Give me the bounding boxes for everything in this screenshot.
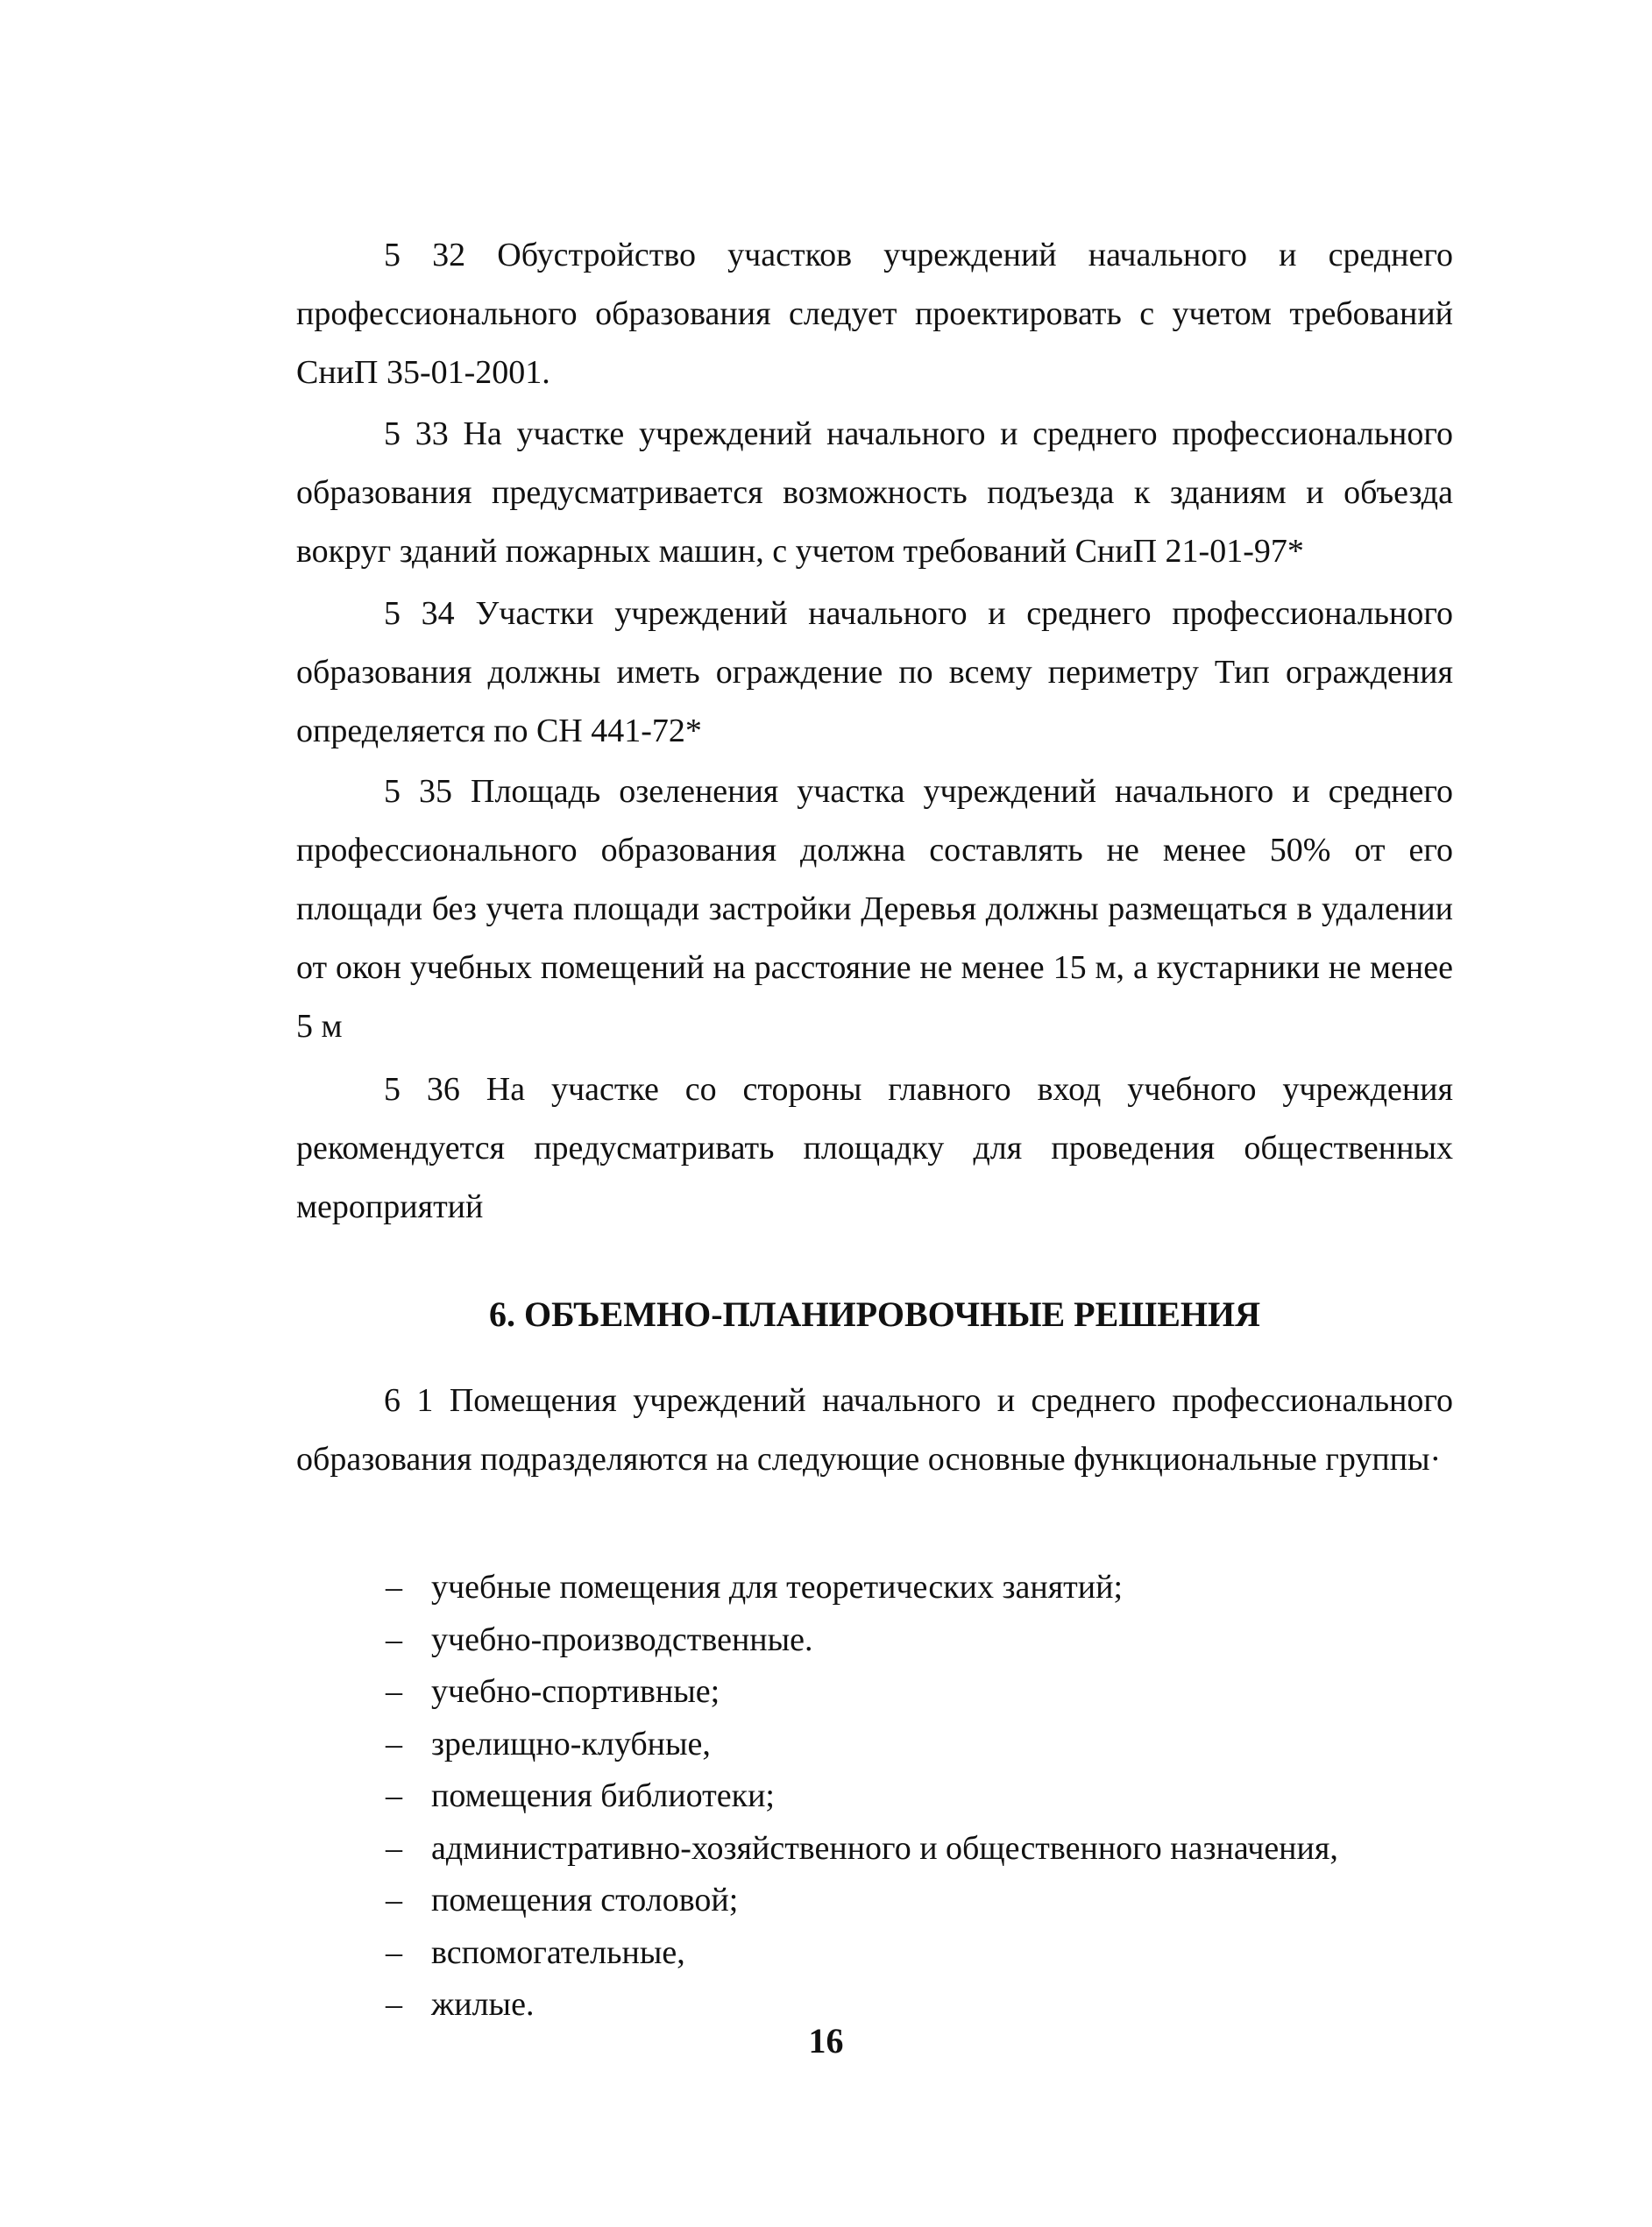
paragraph-5-34: 5 34 Участки учреждений начального и среднего профессионального образования должны иметь ограждение по всему периметру Тип ограждения определяется по СН 441-72* (296, 595, 1453, 749)
list-item (386, 1927, 1338, 1980)
list-item-text: жилые. (431, 1986, 535, 2023)
paragraph-5-32: 5 32 Обустройство участков учреждений начального и среднего профессионального образования следует проектировать с учетом требований СниП 35-01-2001. (296, 237, 1453, 391)
list-item (386, 1875, 1338, 1927)
dash-bullet: – (386, 1673, 402, 1710)
list-item-text: помещения столовой; (431, 1882, 739, 1918)
functional-groups-list (386, 1562, 1338, 2032)
list-item-text: вспомогательные, (431, 1933, 685, 1971)
dash-bullet: – (386, 1829, 402, 1867)
dash-bullet: – (386, 1882, 402, 1918)
list-item (386, 1770, 1338, 1823)
dash-bullet: – (386, 1933, 402, 1971)
list-item (386, 1823, 1338, 1876)
list-item (386, 1666, 1338, 1719)
list-item-text: учебно-производственные. (431, 1621, 813, 1658)
paragraph-5-33: 5 33 На участке учреждений начального и среднего профессионального образования предусматривается возможность подъезда к зданиям и объезда вокруг зданий пожарных машин, с учетом требований СниП 21-01-97* (296, 415, 1453, 570)
dash-bullet: – (386, 1777, 402, 1814)
section-heading: 6. ОБЪЕМНО-ПЛАНИРОВОЧНЫЕ РЕШЕНИЯ (488, 1294, 1261, 1334)
list-item (386, 1719, 1338, 1771)
list-item (386, 1562, 1338, 1614)
list-item-text: административно-хозяйственного и общественного назначения, (431, 1829, 1338, 1867)
paragraph-5-35: 5 35 Площадь озеленения участка учреждений начального и среднего профессионального образования должна составлять не менее 50% от его площади без учета площади застройки Деревья должны размещаться в удалении от окон учебных помещений на расстояние не менее 15 м, а кустарники не менее 5 м (296, 773, 1453, 1045)
list-item-text: помещения библиотеки; (431, 1777, 775, 1814)
dash-bullet: – (386, 1986, 402, 2023)
list-item-text: учебные помещения для теоретических занятий; (431, 1569, 1124, 1606)
page-number: 16 (808, 2021, 844, 2060)
list-item (386, 1614, 1338, 1667)
list-item-text: учебно-спортивные; (431, 1673, 720, 1710)
dash-bullet: – (386, 1569, 402, 1606)
paragraph-6-1: 6 1 Помещения учреждений начального и среднего профессионального образования подразделяются на следующие основные функциональные группы· (296, 1382, 1453, 1478)
list-item-text: зрелищно-клубные, (431, 1725, 711, 1762)
paragraph-5-36: 5 36 На участке со стороны главного вход учебного учреждения рекомендуется предусматривать площадку для проведения общественных мероприятий (296, 1071, 1453, 1225)
dash-bullet: – (386, 1725, 402, 1762)
dash-bullet: – (386, 1621, 402, 1658)
